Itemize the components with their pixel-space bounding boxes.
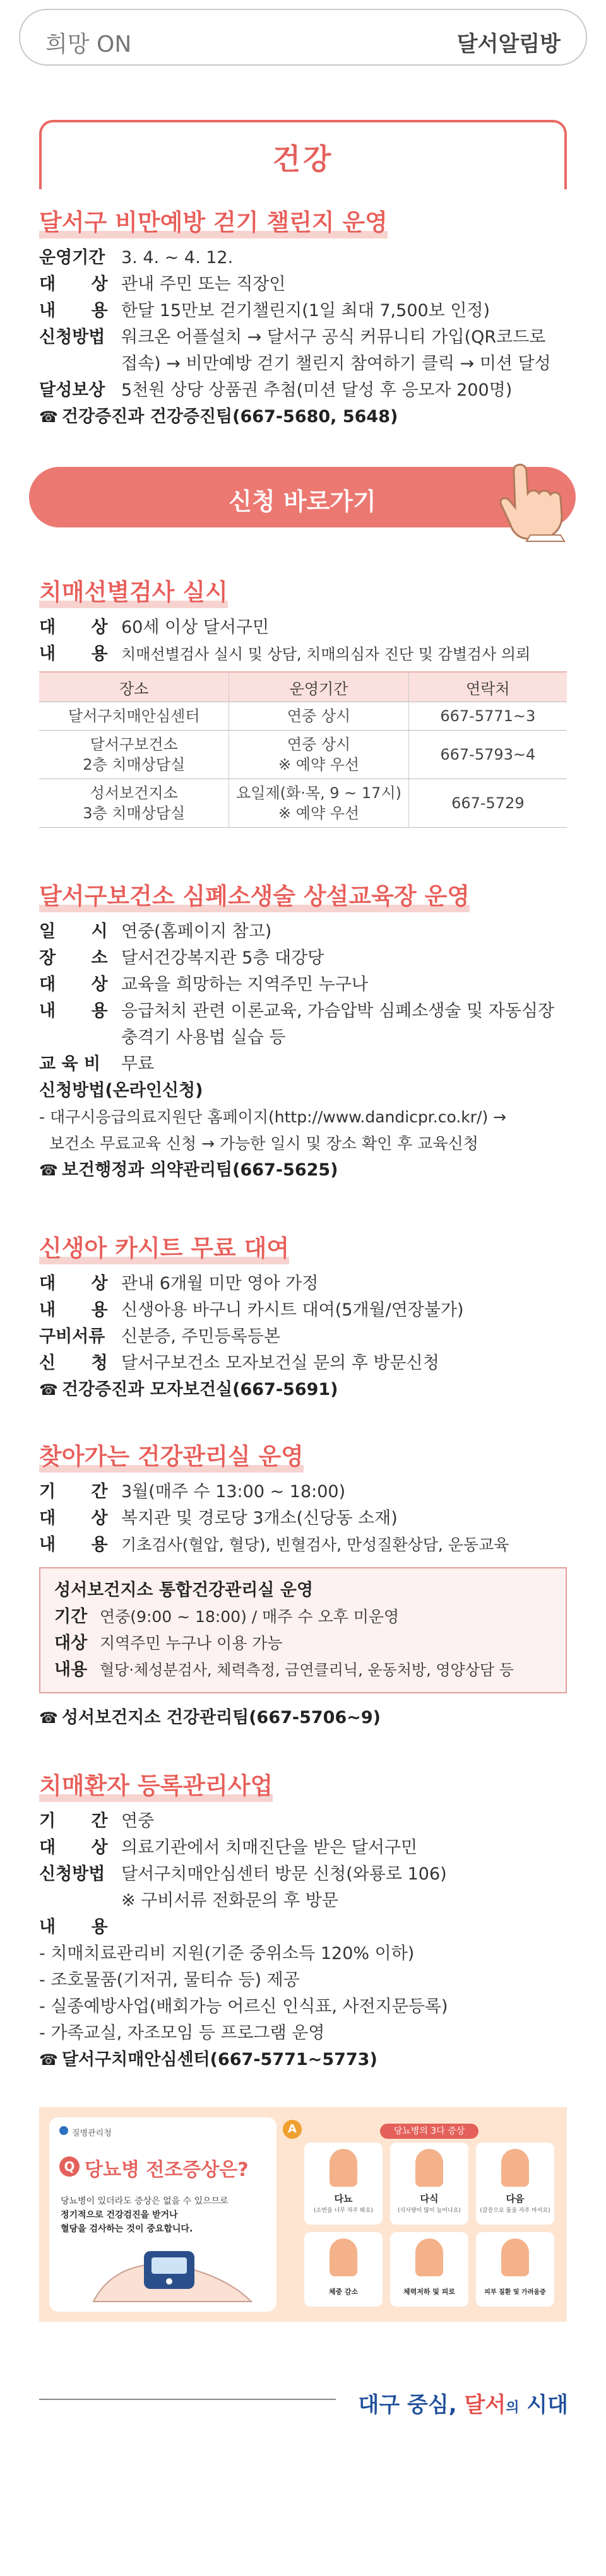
- contact-line: [39, 2047, 567, 2073]
- row-label: 내 용: [39, 1917, 108, 1937]
- category-header: [39, 120, 567, 189]
- content-line: - 조호물품(기저귀, 물티슈 등) 제공: [39, 1970, 300, 1990]
- person-icon: [501, 2149, 529, 2187]
- row-value: 의료기관에서 치매진단을 받은 달서구민: [121, 1838, 418, 1857]
- poster-desc-line: 혈당을 검사하는 것이 중요합니다.: [61, 2224, 193, 2234]
- brand-right: 달서알림방: [456, 32, 561, 57]
- content-line: - 실종예방사업(배회가능 어르신 인식표, 사전지문등록): [39, 1997, 448, 2016]
- info-row: [54, 1657, 552, 1683]
- row-value: 치매선별검사 실시 및 상담, 치매의심자 진단 및 감별검사 의뢰: [121, 645, 531, 663]
- row-value: 연중(9:00 ~ 18:00) / 매주 수 오후 미운영: [100, 1608, 400, 1626]
- info-row: [39, 998, 567, 1051]
- table-cell: 요일제(화·목, 9 ~ 17시) ※ 예약 우선: [229, 779, 408, 828]
- person-icon: [501, 2238, 529, 2276]
- contact-text: 건강증진과 건강증진팀(667-5680, 5648): [61, 407, 398, 426]
- row-label: 대상: [54, 1633, 88, 1653]
- other-symptom-card: [476, 2232, 554, 2307]
- row-value: 관내 6개월 미만 영아 가정: [121, 1274, 319, 1293]
- row-label: 대 상: [39, 1274, 108, 1293]
- contact-text: 성서보건지소 건강관리팀(667-5706~9): [61, 1708, 381, 1727]
- person-icon: [415, 2149, 443, 2187]
- row-label: 장 소: [39, 948, 108, 968]
- info-row: [39, 245, 567, 271]
- info-row: [54, 1630, 552, 1657]
- answer-badge-icon: A: [283, 2120, 302, 2139]
- section-title: 치매환자 등록관리사업: [39, 1767, 273, 1803]
- table-row: [39, 731, 567, 779]
- info-row: [39, 919, 567, 945]
- row-value: 5천원 상당 상품권 추첨(미션 달성 후 응모자 200명): [121, 380, 513, 400]
- row-label: 기간: [54, 1607, 88, 1626]
- other-symptom-card: [304, 2232, 383, 2307]
- contact-line: [39, 404, 567, 430]
- table-cell: 달서구보건소 2층 치매상담실: [39, 731, 229, 779]
- row-label: 내 용: [39, 1535, 108, 1555]
- row-value: 신생아용 바구니 카시트 대여(5개월/연장불가): [121, 1300, 464, 1320]
- row-label: 일 시: [39, 922, 108, 941]
- section-walking: [39, 203, 567, 430]
- table-cell: 667-5771~3: [408, 702, 567, 731]
- row-label: 신청방법: [39, 327, 105, 347]
- slogan-part: 시대: [526, 2392, 568, 2418]
- symptom-card: [476, 2143, 554, 2225]
- person-icon: [330, 2238, 357, 2276]
- person-icon: [330, 2149, 357, 2187]
- glucose-meter-illustration: [68, 2238, 258, 2308]
- apply-method-line: - 대구시응급의료지원단 홈페이지(http://www.dandicpr.co.kr/) →: [39, 1108, 507, 1126]
- contact-line: [39, 1377, 567, 1403]
- table-cell: 성서보건지소 3층 치매상담실: [39, 779, 229, 828]
- other-symptom-label: 체력저하 및 피로: [403, 2288, 456, 2296]
- content-line: - 치매치료관리비 지원(기준 중위소득 120% 이하): [39, 1944, 415, 1963]
- row-label: 기 간: [39, 1482, 108, 1502]
- info-row: [39, 1914, 567, 1941]
- slogan-part: 의: [506, 2400, 520, 2416]
- info-row: [39, 1835, 567, 1861]
- slogan-part: 대구 중심,: [358, 2392, 457, 2418]
- phone-icon: ☎: [39, 2051, 58, 2069]
- row-label: 구비서류: [39, 1327, 105, 1346]
- table-cell: 667-5793~4: [408, 731, 567, 779]
- row-value: 연중(홈페이지 참고): [121, 922, 272, 941]
- symptom-name: 다식: [420, 2193, 439, 2204]
- phone-icon: ☎: [39, 1381, 58, 1399]
- section-title: 달서구 비만예방 걷기 챌린지 운영: [39, 203, 388, 240]
- apply-button-label: 신청 바로가기: [229, 488, 376, 515]
- symptom-name: 다음: [506, 2193, 525, 2204]
- table-header-row: [39, 672, 567, 702]
- info-row: [39, 1479, 567, 1505]
- poster-desc-line: 정기적으로 건강검진을 받거나: [61, 2210, 178, 2220]
- row-value: 워크온 어플설치 → 달서구 공식 커뮤니티 가입(QR코드로 접속) → 비만예방 걷기 챌린지 참여하기 클릭 → 미션 달성: [121, 327, 551, 373]
- info-row: [39, 271, 567, 298]
- dementia-center-table: [39, 671, 567, 828]
- box-title: 성서보건지소 통합건강관리실 운영: [54, 1580, 314, 1600]
- row-value: 관내 주민 또는 직장인: [121, 274, 286, 294]
- info-row: [39, 1505, 567, 1532]
- row-value: 3월(매주 수 13:00 ~ 18:00): [121, 1482, 346, 1502]
- phone-icon: ☎: [39, 1709, 58, 1727]
- agency-logo-icon: [59, 2126, 68, 2135]
- table-cell: 달서구치매안심센터: [39, 702, 229, 731]
- table-header: 장소: [39, 672, 229, 702]
- row-label: 내 용: [39, 301, 108, 321]
- apply-method-line: 보건소 무료교육 신청 → 가능한 일시 및 장소 확인 후 교육신청: [39, 1134, 478, 1153]
- content-line: - 가족교실, 자조모임 등 프로그램 운영: [39, 2023, 325, 2043]
- row-value: 달서구보건소 모자보건실 문의 후 방문신청: [121, 1353, 439, 1373]
- phone-icon: ☎: [39, 1162, 58, 1179]
- row-label: 운영기간: [39, 248, 105, 268]
- row-label: 대 상: [39, 274, 108, 294]
- row-label: 대 상: [39, 1838, 108, 1857]
- footer-slogan: [359, 2387, 569, 2418]
- phone-icon: ☎: [39, 408, 58, 426]
- section-cpr: [39, 877, 567, 1184]
- row-label: 대 상: [39, 975, 108, 994]
- info-row: [39, 1808, 567, 1835]
- poster-desc-line: 당뇨병이 있더라도 증상은 없을 수 있으므로: [61, 2196, 229, 2206]
- row-value: 연중: [121, 1811, 155, 1831]
- poster-title: 당뇨병 전조증상은?: [85, 2159, 249, 2181]
- symptom-card: [390, 2143, 468, 2225]
- section-title: 달서구보건소 심폐소생술 상설교육장 운영: [39, 877, 470, 914]
- symptom-card: [304, 2143, 383, 2225]
- row-label: 교 육 비: [39, 1054, 101, 1074]
- symptom-desc: (갈증으로 물을 자주 마셔요): [480, 2208, 550, 2214]
- contact-line: [39, 1705, 567, 1731]
- info-row: [39, 298, 567, 324]
- info-row: [39, 1861, 567, 1888]
- table-header: 연락처: [408, 672, 567, 702]
- info-row: [39, 1297, 567, 1324]
- row-value: 응급처치 관련 이론교육, 가슴압박 심폐소생술 및 자동심장충격기 사용법 실습 등: [121, 1001, 555, 1047]
- row-value: 혈당·체성분검사, 체력측정, 금연클리닉, 운동처방, 영양상담 등: [100, 1661, 514, 1679]
- section-title: 치매선별검사 실시: [39, 573, 228, 609]
- note-line: [39, 1888, 567, 1914]
- row-label: 신청방법: [39, 1864, 105, 1884]
- row-label: 내 용: [39, 1001, 108, 1021]
- row-value: 복지관 및 경로당 3개소(신당동 소재): [121, 1509, 398, 1528]
- row-label: 기 간: [39, 1811, 108, 1831]
- section-car-seat: [39, 1229, 567, 1403]
- table-cell: 연중 상시 ※ 예약 우선: [229, 731, 408, 779]
- person-icon: [415, 2238, 443, 2276]
- symptom-name: 다뇨: [334, 2193, 353, 2204]
- row-value: 기초검사(혈압, 혈당), 빈혈검사, 만성질환상담, 운동교육: [121, 1536, 509, 1554]
- row-value: 신분증, 주민등록등본: [121, 1327, 280, 1346]
- info-row: [39, 945, 567, 972]
- contact-line: [39, 1157, 567, 1184]
- integrated-health-box: [39, 1567, 567, 1693]
- row-value: 지역주민 누구나 이용 가능: [100, 1634, 283, 1652]
- table-row: [39, 779, 567, 828]
- question-badge-icon: Q: [59, 2156, 80, 2177]
- table-cell: 667-5729: [408, 779, 567, 828]
- panel-title: 당뇨병의 3다 증상: [380, 2124, 478, 2139]
- info-row: [39, 1350, 567, 1377]
- row-value: 교육을 희망하는 지역주민 누구나: [121, 975, 368, 994]
- info-row: [39, 641, 567, 668]
- row-value: 무료: [121, 1054, 155, 1074]
- info-row: [54, 1604, 552, 1630]
- poster-right-panel: [304, 2124, 554, 2313]
- section-dementia-test: [39, 573, 567, 828]
- info-row: [39, 1324, 567, 1350]
- other-symptom-label: 체중 감소: [328, 2288, 359, 2296]
- row-value: 달서건강복지관 5층 대강당: [121, 948, 324, 968]
- pointing-hand-icon: [491, 461, 579, 543]
- info-row: [39, 972, 567, 998]
- row-label: 달성보상: [39, 380, 105, 400]
- symptom-desc: (소변을 너무 자주 봐요): [314, 2208, 373, 2214]
- category-title: 건강: [272, 142, 334, 176]
- contact-text: 보건행정과 의약관리팀(667-5625): [61, 1160, 338, 1180]
- row-label: 대 상: [39, 1509, 108, 1528]
- contact-text: 달서구치매안심센터(667-5771~5773): [61, 2050, 377, 2069]
- section-title: 신생아 카시트 무료 대여: [39, 1229, 289, 1266]
- row-label: 내용: [54, 1660, 88, 1679]
- other-symptom-card: [390, 2232, 468, 2307]
- table-cell: 연중 상시: [229, 702, 408, 731]
- row-value: 60세 이상 달서구민: [121, 618, 270, 637]
- row-value: 3. 4. ~ 4. 12.: [121, 248, 234, 268]
- contact-text: 건강증진과 모자보건실(667-5691): [61, 1380, 338, 1399]
- other-symptom-label: 피부 질환 및 가려움증: [484, 2289, 546, 2296]
- symptom-desc: (식사량이 많이 늘어나요): [398, 2208, 461, 2214]
- info-row: [39, 1532, 567, 1558]
- row-label: 내 용: [39, 644, 108, 664]
- info-row: [39, 615, 567, 641]
- section-health-room: [39, 1437, 567, 1731]
- note-text: ※ 구비서류 전화문의 후 방문: [121, 1891, 338, 1910]
- footer-divider: [39, 2399, 336, 2400]
- info-row: [39, 1051, 567, 1078]
- row-value: 달서구치매안심센터 방문 신청(와룡로 106): [121, 1864, 447, 1884]
- table-row: [39, 702, 567, 731]
- info-row: [39, 1271, 567, 1297]
- section-title: 찾아가는 건강관리실 운영: [39, 1437, 304, 1474]
- table-header: 운영기간: [229, 672, 408, 702]
- brand-left: 희망 ON: [45, 32, 132, 57]
- info-row: [39, 324, 567, 377]
- row-value: 한달 15만보 걷기챌린지(1일 최대 7,500보 인정): [121, 301, 490, 321]
- slogan-part: 달서: [464, 2392, 506, 2418]
- row-label: 내 용: [39, 1300, 108, 1320]
- info-row: [39, 377, 567, 404]
- row-label: 신 청: [39, 1353, 108, 1373]
- section-dementia-registration: [39, 1767, 567, 2073]
- row-label: 대 상: [39, 618, 108, 637]
- diabetes-poster: [39, 2107, 567, 2322]
- agency-label: 질병관리청: [72, 2129, 112, 2138]
- top-bar: [19, 9, 587, 66]
- apply-method-label: 신청방법(온라인신청): [39, 1081, 203, 1100]
- poster-left-card: [49, 2117, 276, 2312]
